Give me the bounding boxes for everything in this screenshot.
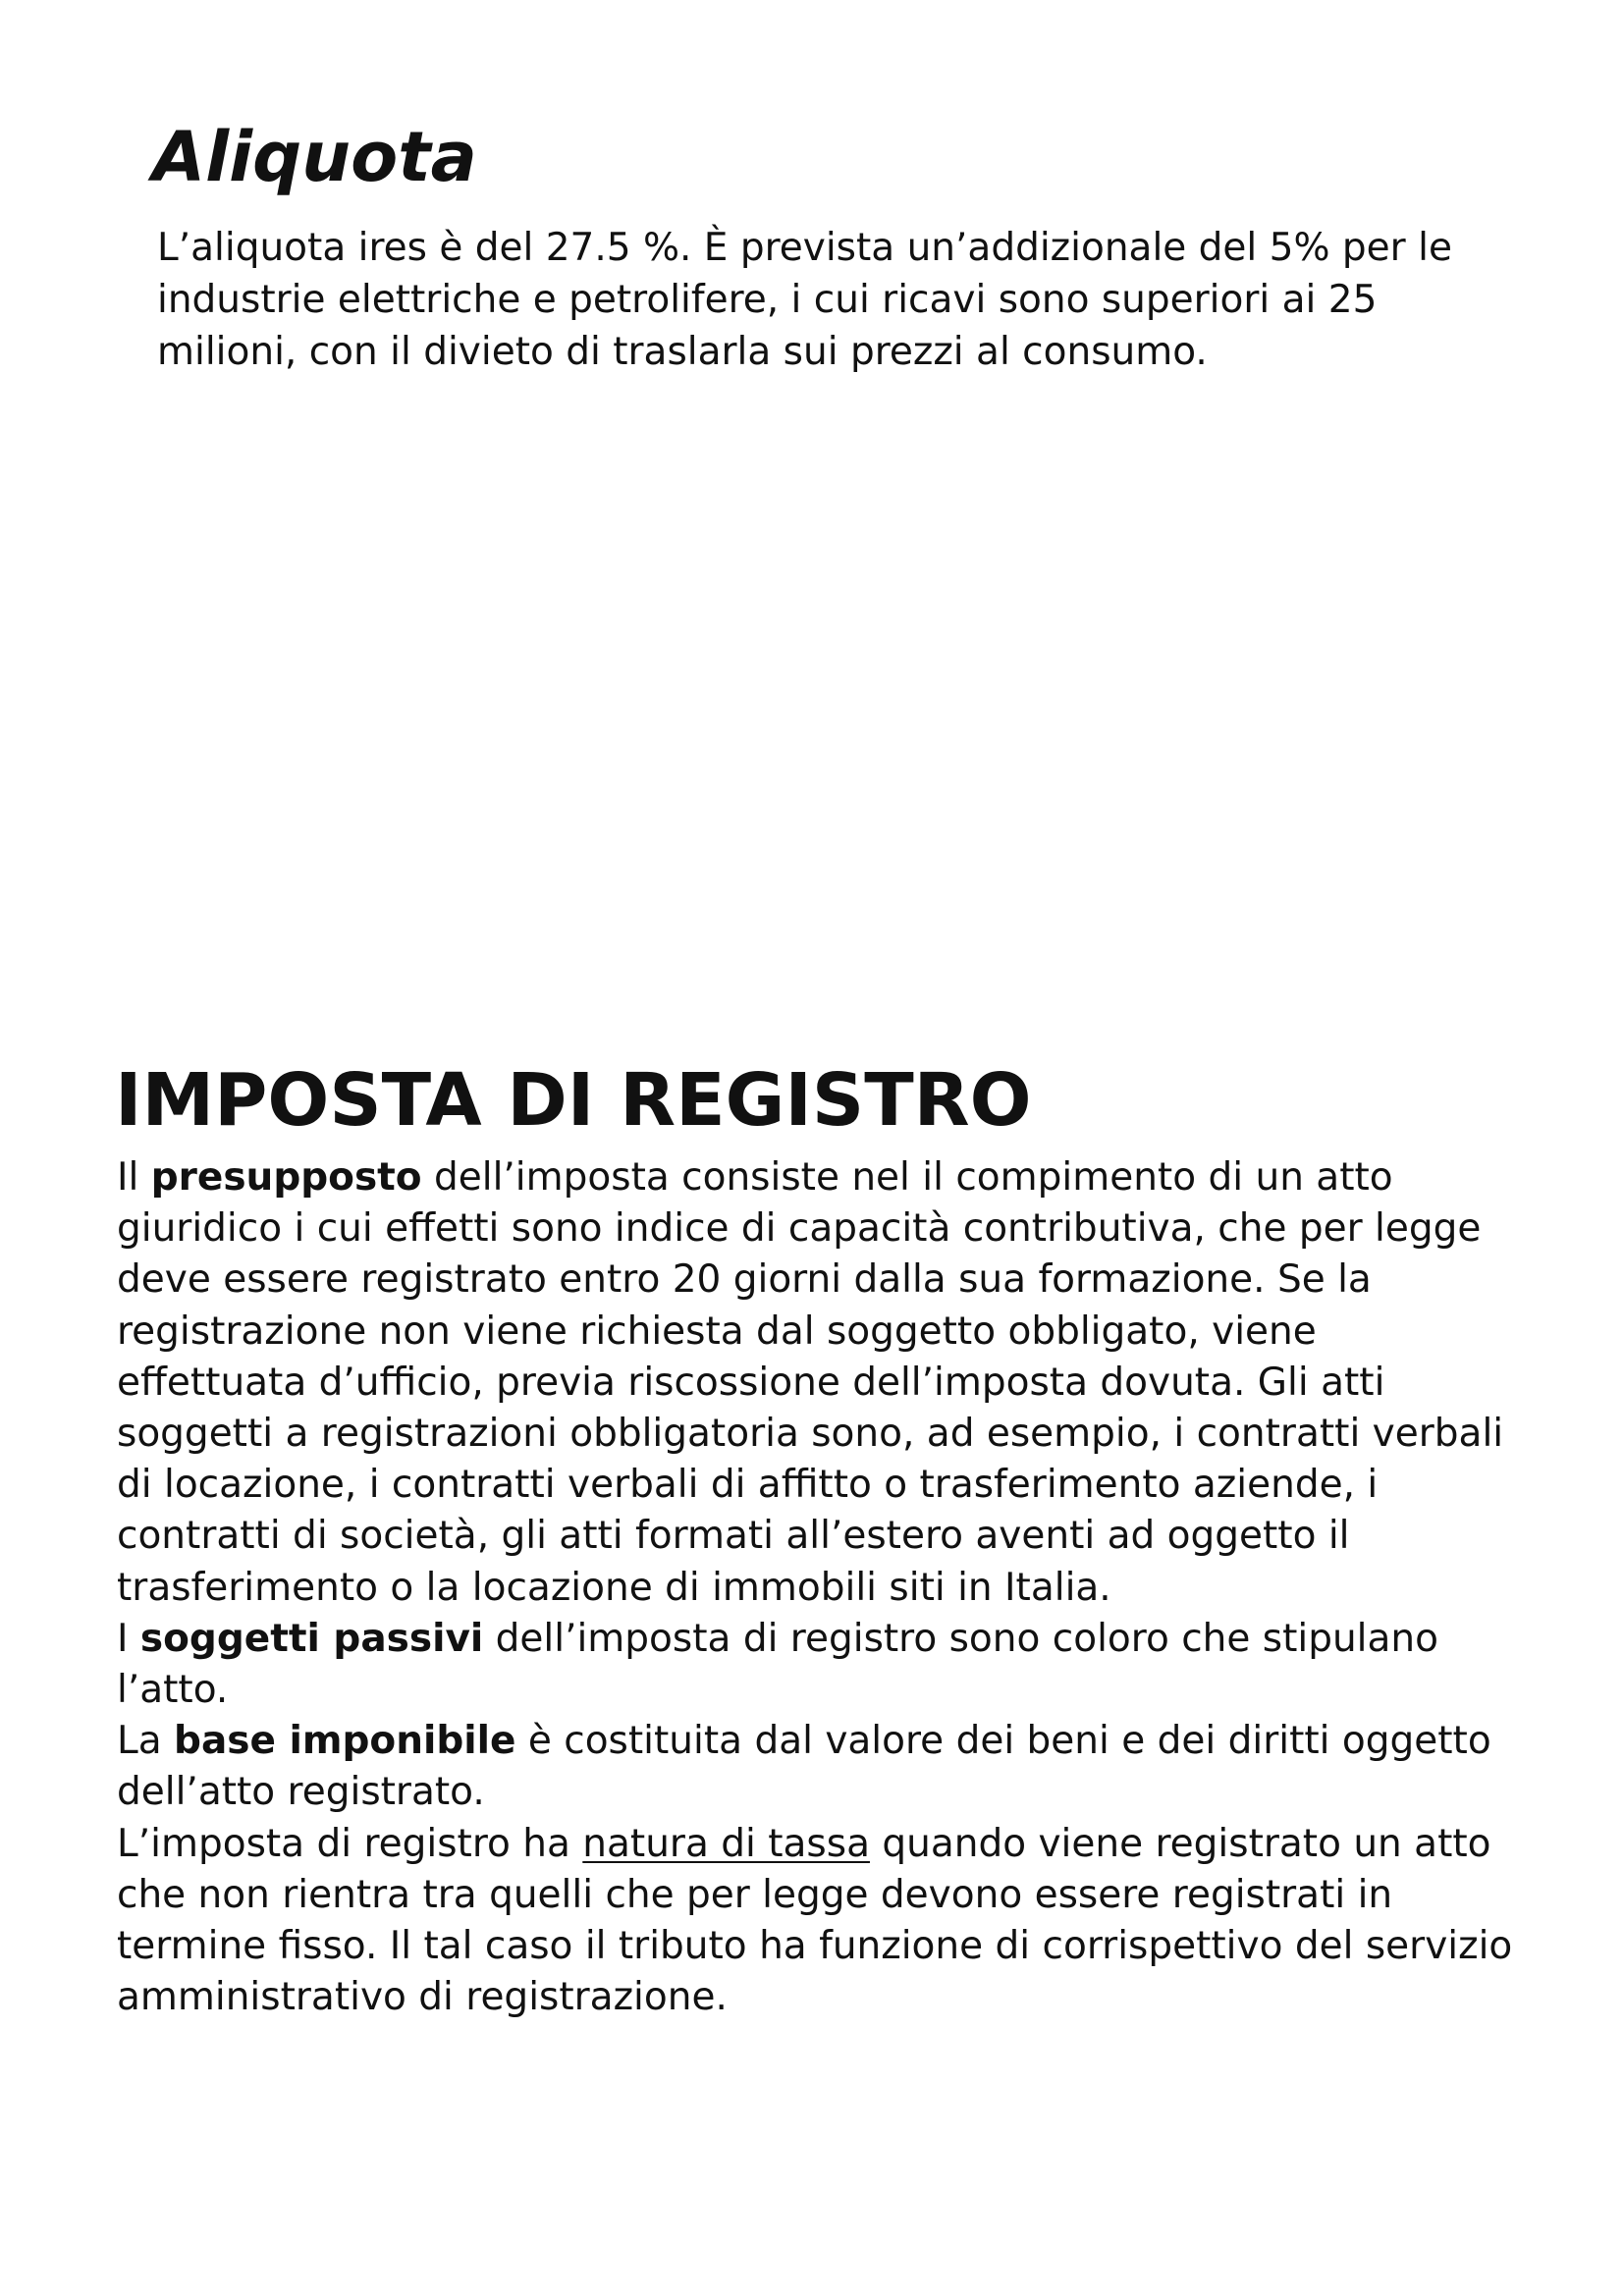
aliquota-line: milioni, con il divieto di traslarla sui prezzi al consumo. xyxy=(157,330,1208,374)
natura-line-rest: quando viene registrato un atto xyxy=(869,1821,1491,1866)
soggetti-line-rest: dell’imposta di registro sono coloro che stipulano xyxy=(483,1616,1438,1661)
paragraph-line xyxy=(117,1819,1570,1870)
natura-tassa-paragraph xyxy=(117,1819,1570,2024)
paragraph-line xyxy=(117,1614,1570,1665)
soggetti-passivi-paragraph xyxy=(117,1614,1570,1716)
aliquota-line: industrie elettriche e petrolifere, i cui ricavi sono superiori ai 25 xyxy=(157,278,1378,322)
presupposto-line-rest: dell’imposta consiste nel il compimento di un atto xyxy=(421,1155,1393,1200)
natura-di-tassa-term: natura di tassa xyxy=(582,1821,870,1866)
aliquota-heading: Aliquota xyxy=(152,117,477,197)
imposta-registro-heading: IMPOSTA DI REGISTRO xyxy=(115,1058,1032,1143)
aliquota-paragraph xyxy=(157,222,1532,378)
base-imponibile-paragraph xyxy=(117,1716,1570,1818)
paragraph-line: deve essere registrato entro 20 giorni dalla sua formazione. Se la xyxy=(117,1257,1372,1303)
paragraph-line: soggetti a registrazioni obbligatoria sono, ad esempio, i contratti verbali xyxy=(117,1412,1504,1457)
aliquota-line: L’aliquota ires è del 27.5 %. È prevista un’addizionale del 5% per le xyxy=(157,226,1452,270)
paragraph-line: registrazione non viene richiesta dal soggetto obbligato, viene xyxy=(117,1308,1317,1354)
natura-prefix: L’imposta di registro ha xyxy=(117,1821,583,1866)
paragraph-line: effettuata d’ufficio, previa riscossione dell’imposta dovuta. Gli atti xyxy=(117,1360,1385,1405)
paragraph-line: che non rientra tra quelli che per legge devono essere registrati in xyxy=(117,1872,1393,1917)
paragraph-line: trasferimento o la locazione di immobili siti in Italia. xyxy=(117,1565,1111,1610)
paragraph-line: termine fisso. Il tal caso il tributo ha funzione di corrispettivo del servizio xyxy=(117,1924,1513,1969)
paragraph-line: di locazione, i contratti verbali di affitto o trasferimento aziende, i xyxy=(117,1463,1379,1508)
paragraph-line: amministrativo di registrazione. xyxy=(117,1975,728,2020)
presupposto-prefix: Il xyxy=(117,1155,151,1200)
presupposto-paragraph xyxy=(117,1152,1570,1614)
base-imponibile-term: base imponibile xyxy=(174,1719,516,1764)
soggetti-prefix: I xyxy=(117,1616,140,1661)
paragraph-line: contratti di società, gli atti formati all’estero aventi ad oggetto il xyxy=(117,1514,1350,1559)
presupposto-term: presupposto xyxy=(150,1155,422,1200)
base-line-rest: è costituita dal valore dei beni e dei diritti oggetto xyxy=(515,1719,1491,1764)
base-prefix: La xyxy=(117,1719,175,1764)
imposta-registro-body xyxy=(117,1152,1570,2023)
paragraph-line: dell’atto registrato. xyxy=(117,1770,485,1815)
soggetti-passivi-term: soggetti passivi xyxy=(139,1616,484,1661)
paragraph-line xyxy=(117,1152,1570,1203)
paragraph-line: l’atto. xyxy=(117,1668,229,1713)
paragraph-line xyxy=(117,1716,1570,1767)
paragraph-line: giuridico i cui effetti sono indice di capacità contributiva, che per legge xyxy=(117,1206,1482,1252)
